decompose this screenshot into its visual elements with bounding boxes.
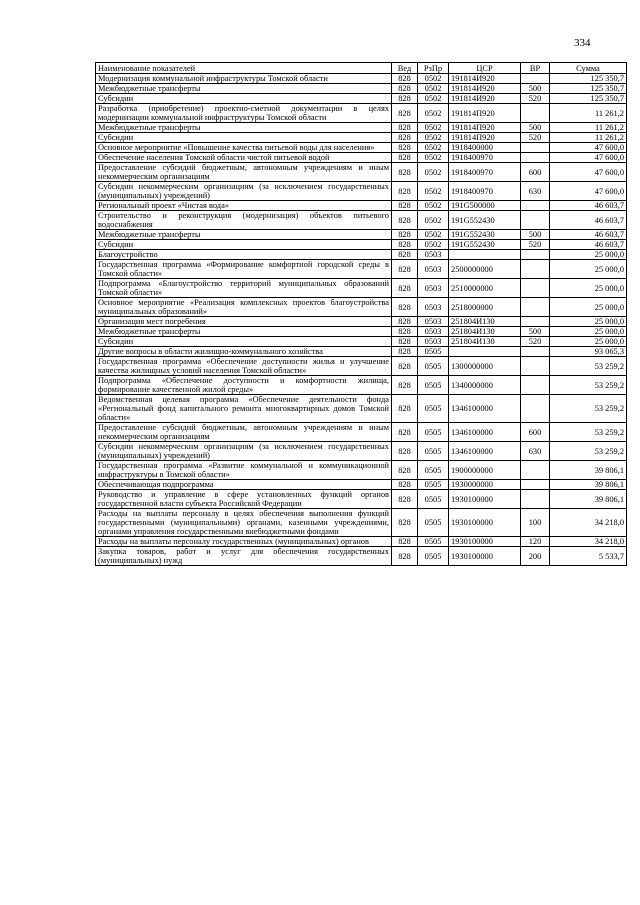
row-csr: 1918400970 [449,182,521,201]
row-ved: 828 [392,153,418,163]
row-name: Благоустройство [96,250,392,260]
row-ved: 828 [392,395,418,423]
row-csr: 1930100000 [449,490,521,509]
row-rzpr: 0505 [418,480,449,490]
table-row [96,104,627,123]
row-name: Государственная программа «Обеспечение доступности жилья и улучшение качества жилищных условий населения Томской области» [96,357,392,376]
row-name: Расходы на выплаты персоналу в целях обеспечения выполнения функций государственными (муниципальными) органами, казенными учреждениями, органами управления государственными внебюджетными фондами [96,509,392,537]
row-csr: 1930100000 [449,509,521,537]
budget-table [95,62,627,566]
table-row [96,357,627,376]
row-ved: 828 [392,182,418,201]
row-csr: 1918400000 [449,143,521,153]
table-row [96,423,627,442]
row-rzpr: 0505 [418,442,449,461]
table-row [96,337,627,347]
row-csr [449,347,521,357]
table-row [96,143,627,153]
table-row [96,94,627,104]
row-csr: 191814П920 [449,123,521,133]
row-sum: 25 000,0 [550,327,627,337]
row-vr [521,376,550,395]
row-rzpr: 0502 [418,211,449,230]
row-csr: 191814П920 [449,104,521,123]
row-sum: 39 806,1 [550,461,627,480]
row-vr [521,143,550,153]
row-sum: 5 533,7 [550,547,627,566]
row-name: Субсидии некоммерческим организациям (за исключением государственных (муниципальных) учреждений) [96,442,392,461]
row-rzpr: 0502 [418,84,449,94]
table-row [96,376,627,395]
row-csr: 1930000000 [449,480,521,490]
row-rzpr: 0502 [418,240,449,250]
row-csr: 2510000000 [449,279,521,298]
row-csr: 191G500000 [449,201,521,211]
row-name: Региональный проект «Чистая вода» [96,201,392,211]
table-row [96,201,627,211]
row-vr: 630 [521,442,550,461]
row-ved: 828 [392,376,418,395]
table-row [96,509,627,537]
row-csr: 251804И130 [449,337,521,347]
row-rzpr: 0505 [418,490,449,509]
row-sum: 53 259,2 [550,357,627,376]
row-name: Субсидии [96,240,392,250]
row-name: Субсидии [96,133,392,143]
header-rzpr: РзПр [418,63,449,74]
row-vr [521,279,550,298]
row-ved: 828 [392,104,418,123]
row-sum: 125 350,7 [550,94,627,104]
table-row [96,240,627,250]
row-sum: 53 259,2 [550,442,627,461]
table-header-row [96,63,627,74]
row-rzpr: 0505 [418,376,449,395]
row-vr: 600 [521,163,550,182]
row-sum: 47 600,0 [550,153,627,163]
row-ved: 828 [392,133,418,143]
row-vr: 520 [521,133,550,143]
row-vr [521,480,550,490]
row-ved: 828 [392,260,418,279]
row-rzpr: 0503 [418,279,449,298]
row-vr [521,395,550,423]
row-vr: 630 [521,182,550,201]
row-name: Модернизация коммунальной инфраструктуры Томской области [96,74,392,84]
row-vr: 500 [521,84,550,94]
row-vr: 500 [521,123,550,133]
row-sum: 39 806,1 [550,480,627,490]
row-vr [521,201,550,211]
row-name: Государственная программа «Формирование комфортной городской среды в Томской области» [96,260,392,279]
table-row [96,260,627,279]
row-vr: 520 [521,337,550,347]
row-sum: 46 603,7 [550,240,627,250]
row-ved: 828 [392,201,418,211]
row-rzpr: 0505 [418,395,449,423]
table-row [96,250,627,260]
row-csr: 191814И920 [449,94,521,104]
row-csr: 191G552430 [449,211,521,230]
row-rzpr: 0502 [418,163,449,182]
row-sum: 93 065,3 [550,347,627,357]
row-vr [521,490,550,509]
row-ved: 828 [392,123,418,133]
table-row [96,182,627,201]
row-sum: 25 000,0 [550,337,627,347]
row-rzpr: 0502 [418,230,449,240]
table-row [96,84,627,94]
row-rzpr: 0502 [418,74,449,84]
row-rzpr: 0502 [418,182,449,201]
row-rzpr: 0503 [418,337,449,347]
row-name: Предоставление субсидий бюджетным, автономным учреждениям и иным некоммерческим организациям [96,423,392,442]
row-sum: 25 000,0 [550,279,627,298]
row-name: Государственная программа «Развитие коммунальной и коммуникационной инфраструктуры в Томской области» [96,461,392,480]
row-vr [521,298,550,317]
row-vr: 100 [521,509,550,537]
row-name: Межбюджетные трансферты [96,123,392,133]
table-row [96,74,627,84]
header-name: Наименование показателей [96,63,392,74]
row-csr: 191G552430 [449,240,521,250]
row-ved: 828 [392,337,418,347]
row-sum: 46 603,7 [550,230,627,240]
row-csr: 191814И920 [449,74,521,84]
row-ved: 828 [392,357,418,376]
row-name: Обеспечение населения Томской области чистой питьевой водой [96,153,392,163]
row-ved: 828 [392,84,418,94]
row-vr [521,357,550,376]
row-vr [521,211,550,230]
row-sum: 25 000,0 [550,298,627,317]
header-vr: ВР [521,63,550,74]
row-sum: 11 261,2 [550,104,627,123]
row-vr: 520 [521,94,550,104]
table-row [96,537,627,547]
row-ved: 828 [392,163,418,182]
header-csr: ЦСР [449,63,521,74]
row-rzpr: 0502 [418,94,449,104]
row-name: Межбюджетные трансферты [96,327,392,337]
table-row [96,490,627,509]
row-ved: 828 [392,317,418,327]
row-sum: 25 000,0 [550,250,627,260]
row-name: Ведомственная целевая программа «Обеспечение деятельности фонда «Региональный фонд капитального ремонта многоквартирных домов Томской области» [96,395,392,423]
row-sum: 34 218,0 [550,537,627,547]
row-sum: 53 259,2 [550,395,627,423]
row-rzpr: 0503 [418,298,449,317]
row-sum: 25 000,0 [550,317,627,327]
row-vr: 500 [521,327,550,337]
table-row [96,317,627,327]
row-vr: 120 [521,537,550,547]
row-name: Расходы на выплаты персоналу государственных (муниципальных) органов [96,537,392,547]
row-name: Разработка (приобретение) проектно-сметной документации в целях модернизации коммунальной инфраструктуры Томской области [96,104,392,123]
table-row [96,230,627,240]
row-name: Другие вопросы в области жилищно-коммунального хозяйства [96,347,392,357]
row-ved: 828 [392,423,418,442]
row-ved: 828 [392,230,418,240]
row-sum: 53 259,2 [550,376,627,395]
row-sum: 47 600,0 [550,182,627,201]
row-ved: 828 [392,537,418,547]
row-vr [521,250,550,260]
row-csr: 191814И920 [449,84,521,94]
row-csr: 251804И130 [449,327,521,337]
row-csr: 1900000000 [449,461,521,480]
row-rzpr: 0502 [418,123,449,133]
table-row [96,347,627,357]
row-sum: 53 259,2 [550,423,627,442]
row-csr: 1918400970 [449,163,521,182]
row-csr: 191G552430 [449,230,521,240]
row-rzpr: 0502 [418,201,449,211]
row-sum: 125 350,7 [550,74,627,84]
row-csr [449,250,521,260]
row-vr [521,153,550,163]
row-rzpr: 0505 [418,547,449,566]
table-row [96,298,627,317]
row-sum: 11 261,2 [550,133,627,143]
table-row [96,327,627,337]
row-rzpr: 0505 [418,347,449,357]
row-csr: 191814П920 [449,133,521,143]
row-csr: 1930100000 [449,547,521,566]
row-csr: 2518000000 [449,298,521,317]
table-row [96,461,627,480]
row-csr: 1346100000 [449,423,521,442]
row-name: Предоставление субсидий бюджетным, автономным учреждениям и иным некоммерческим организациям [96,163,392,182]
row-sum: 34 218,0 [550,509,627,537]
table-row [96,547,627,566]
table-row [96,163,627,182]
row-vr: 200 [521,547,550,566]
row-vr [521,104,550,123]
header-ved: Вед [392,63,418,74]
row-ved: 828 [392,298,418,317]
table-row [96,153,627,163]
row-sum: 47 600,0 [550,163,627,182]
row-name: Субсидии [96,337,392,347]
row-vr [521,74,550,84]
row-ved: 828 [392,509,418,537]
row-ved: 828 [392,347,418,357]
table-row [96,442,627,461]
row-vr [521,461,550,480]
row-csr: 1300000000 [449,357,521,376]
row-rzpr: 0503 [418,250,449,260]
row-csr: 251804И130 [449,317,521,327]
table-row [96,133,627,143]
row-ved: 828 [392,94,418,104]
table-row [96,480,627,490]
row-name: Обеспечивающая подпрограмма [96,480,392,490]
row-ved: 828 [392,461,418,480]
row-ved: 828 [392,74,418,84]
row-name: Подпрограмма «Обеспечение доступности и комфортности жилища, формирование качественной жилой среды» [96,376,392,395]
row-vr: 600 [521,423,550,442]
row-rzpr: 0505 [418,461,449,480]
row-rzpr: 0502 [418,153,449,163]
row-ved: 828 [392,143,418,153]
row-ved: 828 [392,490,418,509]
row-name: Организация мест погребения [96,317,392,327]
table-row [96,123,627,133]
row-name: Субсидии [96,94,392,104]
row-rzpr: 0505 [418,423,449,442]
row-csr: 1346100000 [449,442,521,461]
row-sum: 11 261,2 [550,123,627,133]
row-rzpr: 0505 [418,509,449,537]
table-row [96,395,627,423]
row-ved: 828 [392,279,418,298]
row-csr: 1930100000 [449,537,521,547]
row-vr: 500 [521,230,550,240]
row-name: Руководство и управление в сфере установленных функций органов государственной власти субъекта Российской Федерации [96,490,392,509]
row-rzpr: 0502 [418,104,449,123]
row-rzpr: 0502 [418,143,449,153]
row-name: Субсидии некоммерческим организациям (за исключением государственных (муниципальных) учреждений) [96,182,392,201]
row-sum: 46 603,7 [550,211,627,230]
row-name: Закупка товаров, работ и услуг для обеспечения государственных (муниципальных) нужд [96,547,392,566]
row-ved: 828 [392,240,418,250]
row-ved: 828 [392,442,418,461]
row-ved: 828 [392,480,418,490]
row-rzpr: 0502 [418,133,449,143]
row-rzpr: 0503 [418,327,449,337]
row-csr: 2500000000 [449,260,521,279]
row-vr [521,260,550,279]
page-number: 334 [574,37,591,49]
table-row [96,211,627,230]
row-rzpr: 0503 [418,317,449,327]
row-name: Межбюджетные трансферты [96,230,392,240]
row-ved: 828 [392,211,418,230]
row-sum: 39 806,1 [550,490,627,509]
row-name: Межбюджетные трансферты [96,84,392,94]
row-name: Основное мероприятие «Реализация комплексных проектов благоустройства муниципальных образований» [96,298,392,317]
row-name: Подпрограмма «Благоустройство территорий муниципальных образований Томской области» [96,279,392,298]
row-name: Основное мероприятие «Повышение качества питьевой воды для населения» [96,143,392,153]
row-sum: 125 350,7 [550,84,627,94]
row-vr [521,317,550,327]
row-rzpr: 0503 [418,260,449,279]
row-vr [521,347,550,357]
table-row [96,279,627,298]
header-sum: Сумма [550,63,627,74]
row-ved: 828 [392,547,418,566]
row-sum: 47 600,0 [550,143,627,153]
row-vr: 520 [521,240,550,250]
row-ved: 828 [392,327,418,337]
row-csr: 1918400970 [449,153,521,163]
row-sum: 46 603,7 [550,201,627,211]
row-sum: 25 000,0 [550,260,627,279]
row-rzpr: 0505 [418,537,449,547]
row-csr: 1340000000 [449,376,521,395]
row-csr: 1346100000 [449,395,521,423]
row-ved: 828 [392,250,418,260]
row-name: Строительство и реконструкция (модернизация) объектов питьевого водоснабжения [96,211,392,230]
row-rzpr: 0505 [418,357,449,376]
